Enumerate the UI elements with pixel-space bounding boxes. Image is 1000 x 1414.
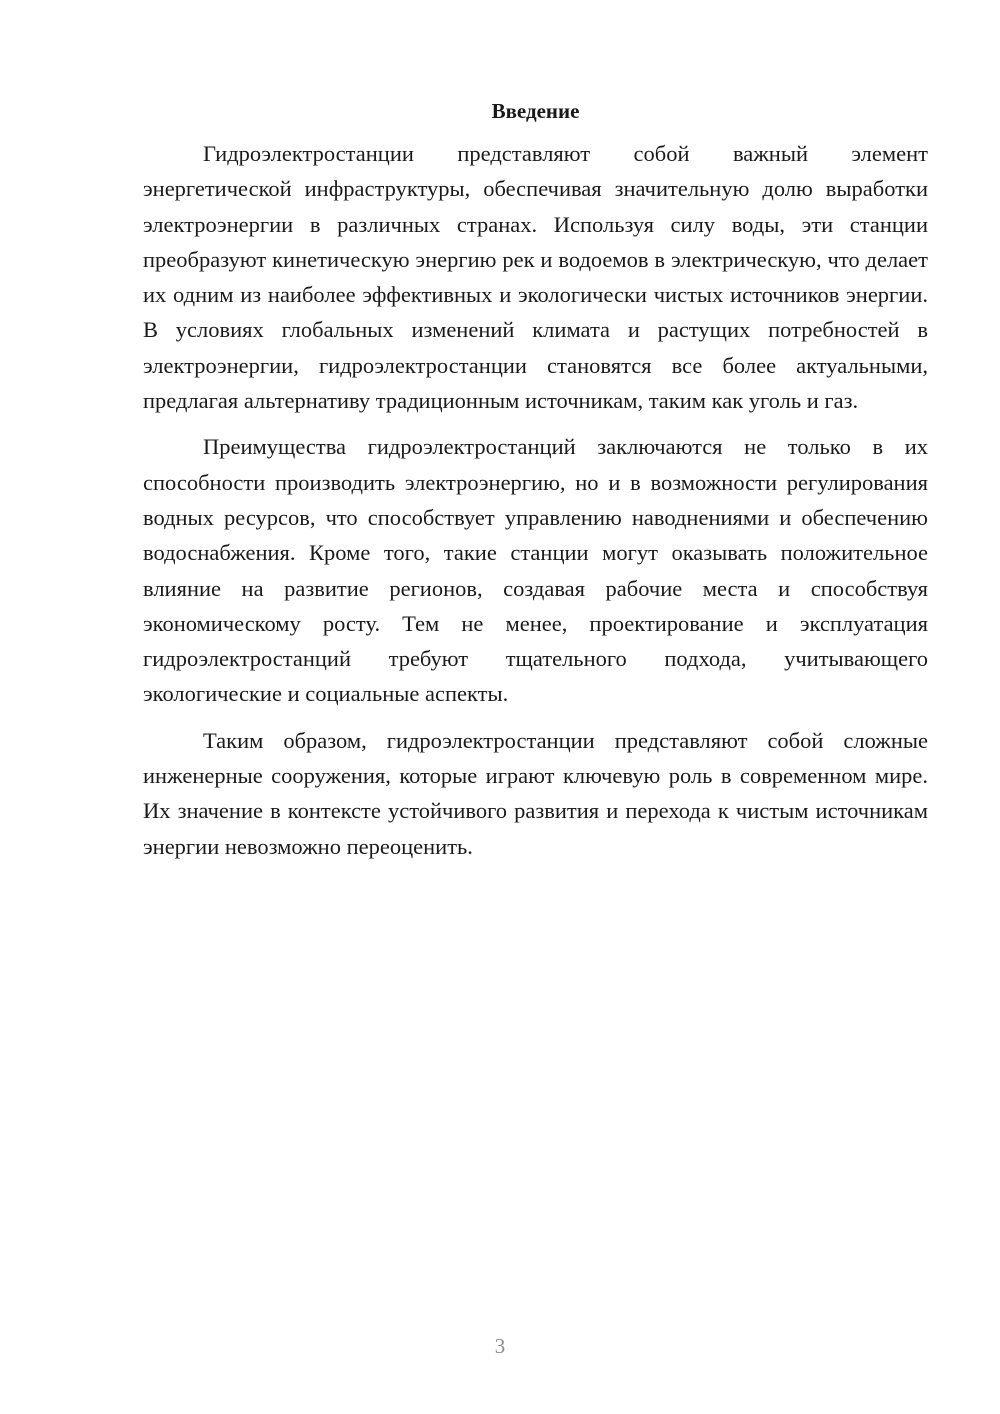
paragraph-1: Гидроэлектростанции представляют собой важный элемент энергетической инфраструктуры, обеспечивая значительную долю выработки электроэнергии в различных странах. Используя силу воды, эти станции преобразуют кинетическую энергию рек и водоемов в электрическую, что делает их одним из наиболее эффективных и экологически чистых источников энергии. В условиях глобальных изменений климата и растущих потребностей в электроэнергии, гидроэлектростанции становятся все более актуальными, предлагая альтернативу традиционным источникам, таким как уголь и газ.: [143, 141, 928, 414]
paragraph-3: Таким образом, гидроэлектростанции представляют собой сложные инженерные сооружения, которые играют ключевую роль в современном мире. Их значение в контексте устойчивого развития и перехода к чистым источникам энергии невозможно переоценить.: [143, 727, 928, 859]
page-number: 3: [494, 1334, 506, 1358]
paragraph-2: Преимущества гидроэлектростанций заключаются не только в их способности производить электроэнергию, но и в возможности регулирования водных ресурсов, что способствует управлению наводнениями и обеспечению водоснабжения. Кроме того, такие станции могут оказывать положительное влияние на развитие регионов, создавая рабочие места и способствуя экономическому росту. Тем не менее, проектирование и эксплуатация гидроэлектростанций требуют тщательного подхода, учитывающего экологические и социальные аспекты.: [143, 434, 928, 707]
page-content: [143, 98, 928, 875]
section-title: Введение: [491, 99, 580, 123]
